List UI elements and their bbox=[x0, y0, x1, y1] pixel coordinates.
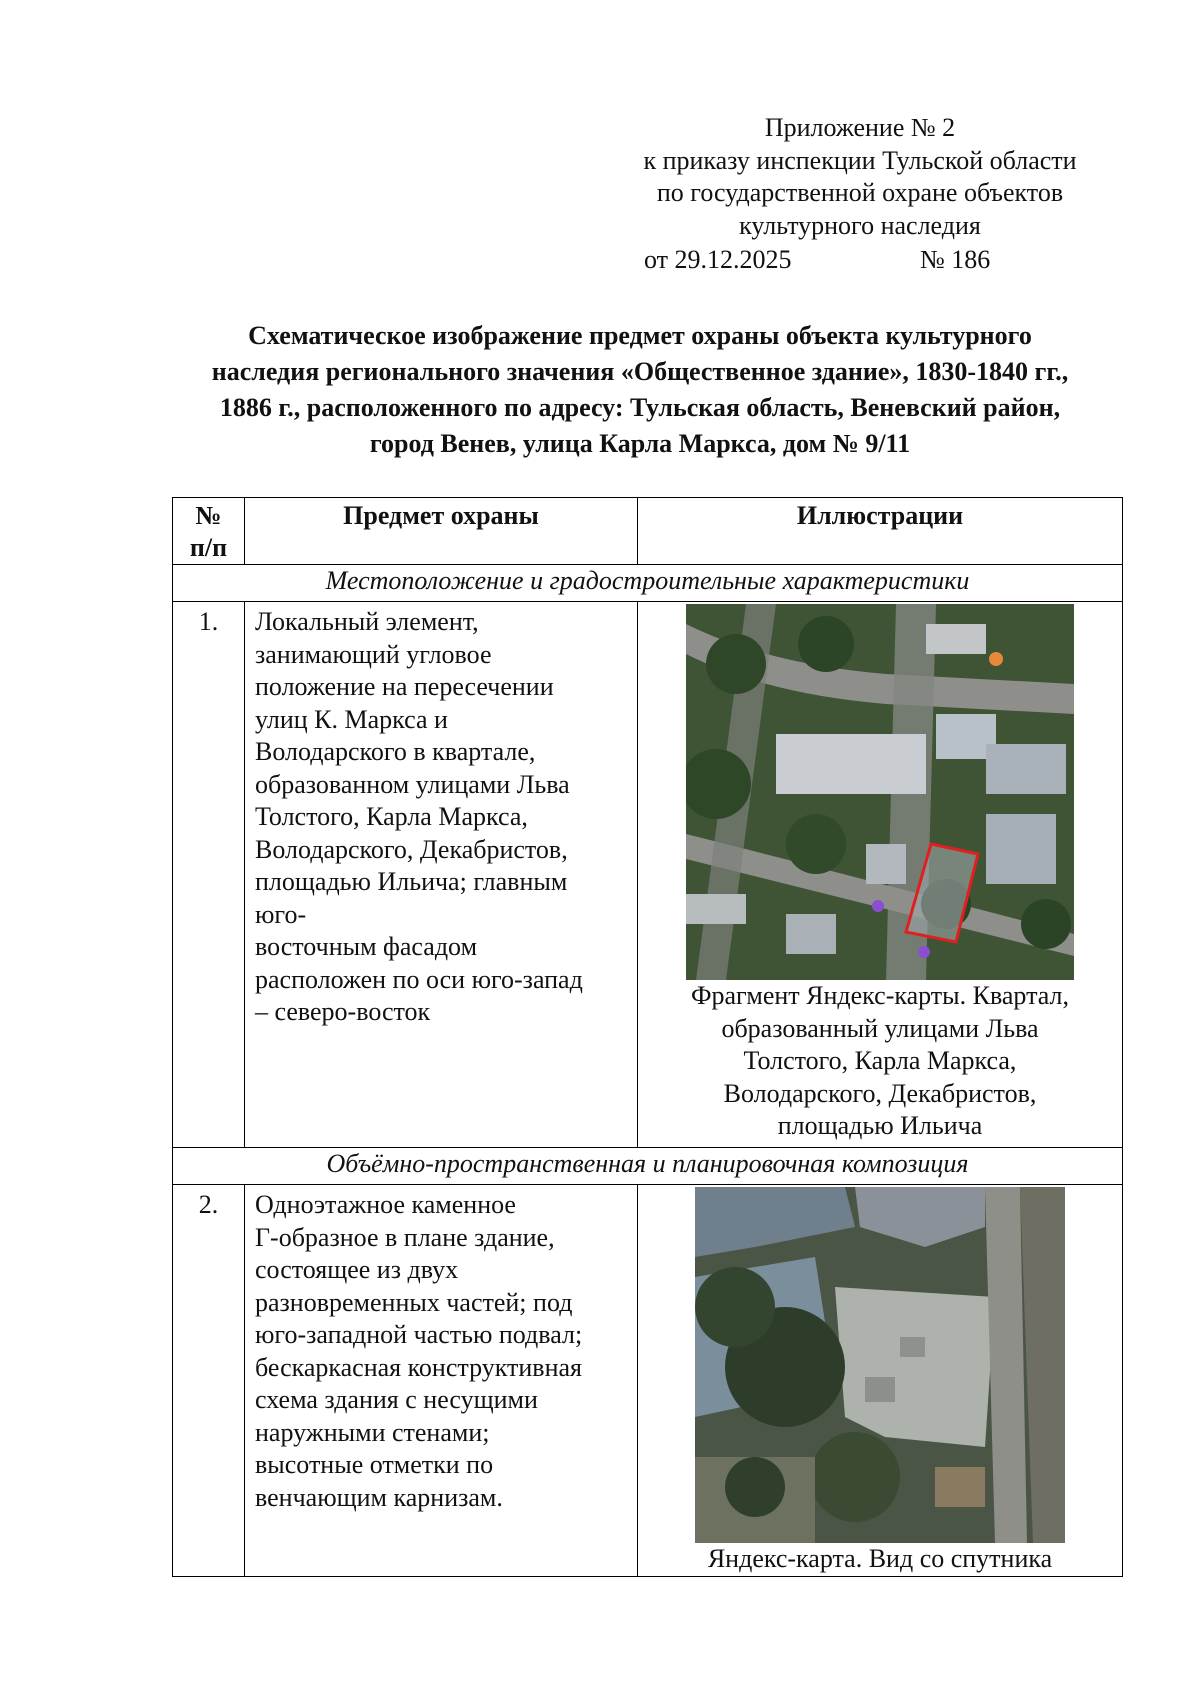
text-line: Володарского, Декабристов, bbox=[723, 1078, 1037, 1108]
text-line: площадью Ильича bbox=[777, 1111, 983, 1140]
header-subject: Предмет охраны bbox=[245, 498, 638, 565]
text-line: занимающий угловое bbox=[255, 639, 492, 669]
text-line: Володарского, Декабристов, bbox=[255, 834, 568, 864]
text-line: образованный улицами Льва bbox=[721, 1013, 1039, 1043]
appendix-line: к приказу инспекции Тульской области bbox=[643, 145, 1077, 175]
subject-text bbox=[255, 1189, 631, 1514]
illustration-caption bbox=[638, 980, 1122, 1143]
text-line: расположен по оси юго-запад bbox=[255, 964, 583, 994]
header-number-line: № bbox=[195, 501, 222, 530]
section-row bbox=[173, 1148, 1123, 1185]
order-dateline bbox=[620, 244, 1100, 278]
text-line: венчающим карнизам. bbox=[255, 1482, 503, 1512]
subject-text bbox=[255, 606, 631, 1029]
text-line: состоящее из двух bbox=[255, 1255, 459, 1284]
title-line: Схематическое изображение предмет охраны объекта культурного bbox=[248, 321, 1032, 350]
table-row bbox=[173, 1185, 1123, 1577]
row-subject bbox=[245, 602, 638, 1148]
order-date: от 29.12.2025 bbox=[644, 245, 792, 274]
text-line: высотные отметки по bbox=[255, 1450, 494, 1479]
row-illustration bbox=[638, 1185, 1123, 1577]
text-line: схема здания с несущими bbox=[255, 1385, 538, 1414]
title-line: 1886 г., расположенного по адресу: Тульская область, Веневский район, bbox=[219, 393, 1061, 422]
text-line: Толстого, Карла Маркса, bbox=[255, 802, 528, 831]
poi-marker-icon bbox=[918, 946, 930, 958]
text-line: Локальный элемент, bbox=[255, 607, 479, 636]
text-line: улиц К. Маркса и bbox=[255, 704, 448, 734]
text-line: положение на пересечении bbox=[255, 672, 554, 701]
title-line: город Венев, улица Карла Маркса, дом № 9/11 bbox=[369, 429, 911, 458]
table-header-row bbox=[173, 498, 1123, 565]
row-illustration bbox=[638, 602, 1123, 1148]
header-number-line: п/п bbox=[189, 533, 228, 562]
text-line: разновременных частей; под bbox=[255, 1287, 573, 1317]
order-number: № 186 bbox=[920, 245, 991, 274]
document-title bbox=[160, 318, 1120, 462]
row-number: 1. bbox=[173, 602, 245, 1148]
row-subject bbox=[245, 1185, 638, 1577]
text-line: площадью Ильича; главным bbox=[255, 867, 568, 896]
poi-marker-icon bbox=[872, 900, 884, 912]
text-line: юго-западной частью подвал; bbox=[255, 1320, 583, 1349]
map-fragment-image bbox=[686, 604, 1074, 980]
table-row bbox=[173, 602, 1123, 1148]
text-line: Володарского в квартале, bbox=[255, 737, 536, 766]
poi-marker-icon bbox=[989, 652, 1003, 666]
header-number bbox=[173, 498, 245, 565]
text-line: Одноэтажное каменное bbox=[255, 1190, 516, 1219]
section-row bbox=[173, 565, 1123, 602]
appendix-line: Приложение № 2 bbox=[764, 113, 956, 142]
text-line: образованном улицами Льва bbox=[255, 769, 570, 799]
appendix-line: культурного наследия bbox=[739, 210, 981, 240]
text-line: – северо-восток bbox=[255, 997, 431, 1026]
text-line: юго- bbox=[255, 899, 307, 929]
text-line: наружными стенами; bbox=[255, 1417, 490, 1447]
title-line: наследия регионального значения «Общественное здание», 1830-1840 гг., bbox=[211, 357, 1069, 386]
protection-subject-table bbox=[172, 497, 1123, 1577]
text-line: бескаркасная конструктивная bbox=[255, 1352, 582, 1382]
text-line: восточным фасадом bbox=[255, 932, 478, 961]
section-title: Местоположение и градостроительные характеристики bbox=[173, 565, 1123, 602]
text-line: Г-образное в плане здание, bbox=[255, 1222, 555, 1252]
satellite-view-image bbox=[695, 1187, 1065, 1543]
row-number: 2. bbox=[173, 1185, 245, 1577]
appendix-line: по государственной охране объектов bbox=[656, 178, 1064, 207]
header-illustrations: Иллюстрации bbox=[638, 498, 1123, 565]
appendix-block bbox=[620, 112, 1100, 278]
illustration-caption: Яндекс-карта. Вид со спутника bbox=[707, 1544, 1053, 1573]
section-title: Объёмно-пространственная и планировочная композиция bbox=[173, 1148, 1123, 1185]
text-line: Толстого, Карла Маркса, bbox=[743, 1046, 1017, 1075]
text-line: Фрагмент Яндекс-карты. Квартал, bbox=[690, 981, 1070, 1010]
